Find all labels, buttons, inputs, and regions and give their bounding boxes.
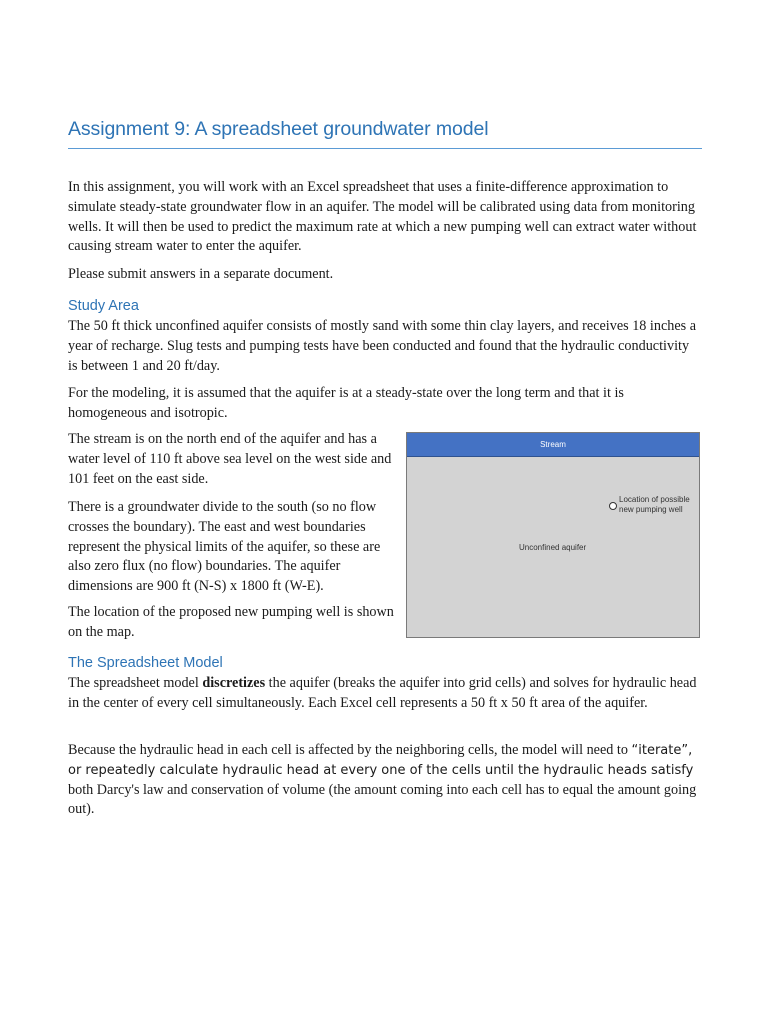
map-well-label: Location of possible new pumping well bbox=[619, 495, 690, 514]
intro-paragraph-2: Please submit answers in a separate document. bbox=[68, 266, 334, 282]
model-p2-text-c: both Darcy's law and conservation of volume (the amount coming into each cell has to equal the amount going out). bbox=[68, 781, 697, 818]
model-p1-text-a: The spreadsheet model bbox=[68, 675, 203, 691]
title-divider bbox=[68, 148, 702, 149]
model-paragraph-1 bbox=[68, 674, 702, 714]
model-p1-bold-term: discretizes bbox=[202, 675, 266, 691]
page-title: Assignment 9: A spreadsheet groundwater model bbox=[68, 118, 489, 140]
map-stream-band: Stream bbox=[407, 433, 699, 457]
spreadsheet-model-heading: The Spreadsheet Model bbox=[68, 655, 223, 671]
study-area-paragraph-1: The 50 ft thick unconfined aquifer consists of mostly sand with some thin clay layers, and receives 18 inches a year of recharge. Slug tests and pumping tests have been conducted and found that the hydraulic conductivity is between 1 and 20 ft/day. bbox=[68, 318, 697, 374]
model-paragraph-2 bbox=[68, 741, 702, 820]
model-p1-text-b: the aquifer (breaks the aquifer into grid cells) and solves for hydraulic head in the center of every cell simultaneously. Each Excel cell represents a 50 ft x 50 ft area of the aquifer. bbox=[68, 675, 697, 711]
aquifer-map bbox=[406, 432, 700, 638]
study-area-heading: Study Area bbox=[68, 298, 139, 314]
study-area-paragraph-4: There is a groundwater divide to the south (so no flow crosses the boundary). The east and west boundaries represent the physical limits of the aquifer, so these are also zero flux (no flow) boundaries. The aquifer dimensions are 900 ft (N-S) x 1800 ft (W-E). bbox=[68, 499, 381, 595]
map-aquifer-label: Unconfined aquifer bbox=[519, 543, 587, 552]
study-area-paragraph-2: For the modeling, it is assumed that the aquifer is at a steady-state over the long term and that it is homogeneous and isotropic. bbox=[68, 385, 624, 421]
study-area-paragraph-3: The stream is on the north end of the aquifer and has a water level of 110 ft above sea level on the west side and 101 feet on the east side. bbox=[68, 431, 392, 487]
intro-paragraph-1: In this assignment, you will work with an Excel spreadsheet that uses a finite-difference approximation to simulate steady-state groundwater flow in an aquifer. The model will be calibrated using data from monitoring wells. It will then be used to predict the maximum rate at which a new pumping well can extract water without causing stream water to enter the aquifer. bbox=[68, 179, 697, 255]
model-p2-text-a: Because the hydraulic head in each cell is affected by the neighboring cells, the model will need to bbox=[68, 742, 632, 758]
model-p2-text-b: “iterate”, or repeatedly calculate hydraulic head at every one of the cells until the hydraulic heads satisfy bbox=[68, 743, 694, 778]
pumping-well-icon bbox=[609, 502, 617, 510]
study-area-paragraph-5: The location of the proposed new pumping well is shown on the map. bbox=[68, 604, 394, 640]
